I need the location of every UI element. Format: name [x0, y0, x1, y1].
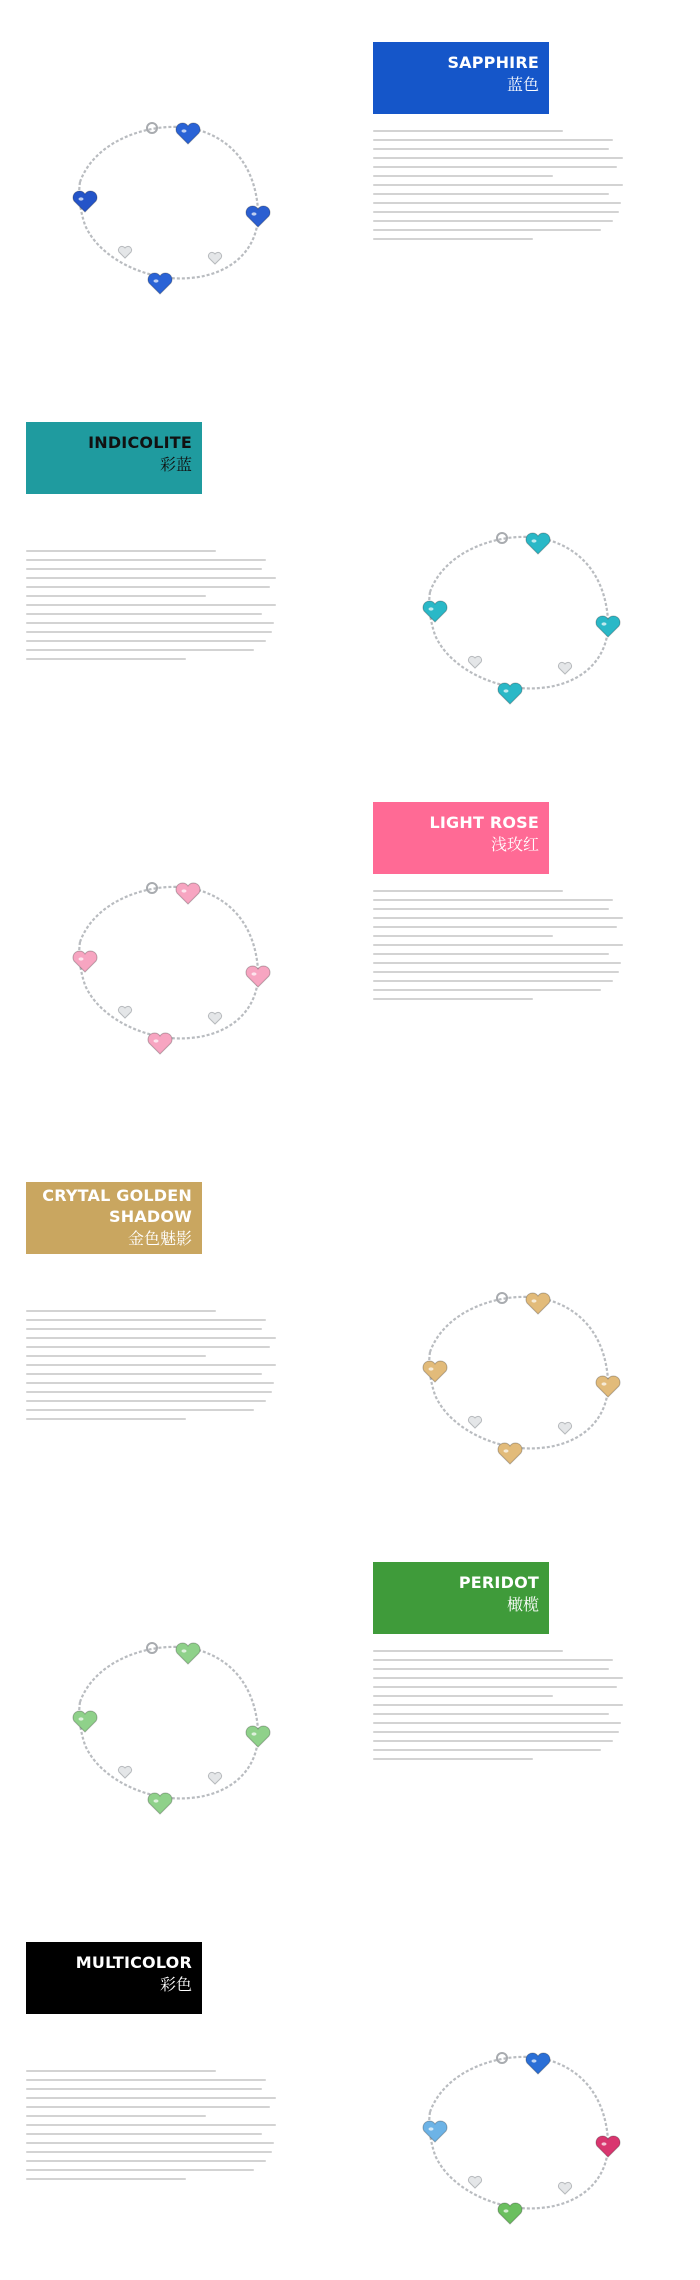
crystal-heart-1: [176, 123, 200, 144]
silver-heart-charm-1: [468, 2176, 481, 2188]
silver-heart-charm-1: [118, 1766, 131, 1778]
variant-name-en: CRYTAL GOLDEN SHADOW: [42, 1186, 192, 1226]
description-text-block: [26, 2070, 281, 2220]
variant-name-cn: 浅玫红: [490, 835, 539, 854]
silver-heart-charm-2: [208, 1012, 221, 1024]
bracelet-image: [40, 100, 280, 310]
bracelet-image: [390, 510, 630, 720]
description-text-block: [26, 1310, 281, 1460]
variant-label: [373, 42, 549, 114]
crystal-heart-2: [73, 191, 97, 212]
bracelet-photo: [390, 1270, 630, 1480]
variant-section: [0, 1140, 700, 1520]
crystal-heart-1: [526, 2053, 550, 2074]
crystal-heart-4: [148, 273, 172, 294]
silver-heart-charm-1: [468, 1416, 481, 1428]
crystal-heart-3: [596, 2136, 620, 2157]
silver-heart-charm-1: [118, 246, 131, 258]
variant-name-en: SAPPHIRE: [447, 53, 539, 72]
silver-heart-charm-2: [208, 1772, 221, 1784]
variant-section: [0, 1900, 700, 2280]
silver-heart-charm-2: [208, 252, 221, 264]
variant-name-cn: 金色魅影: [127, 1229, 192, 1248]
variant-section: [0, 0, 700, 380]
bracelet-image: [40, 860, 280, 1070]
variant-label: [373, 802, 549, 874]
crystal-heart-4: [498, 2203, 522, 2224]
bracelet-image: [40, 1620, 280, 1830]
crystal-heart-4: [148, 1793, 172, 1814]
crystal-heart-2: [73, 951, 97, 972]
variant-name-en: INDICOLITE: [88, 433, 192, 452]
crystal-heart-4: [498, 1443, 522, 1464]
crystal-heart-2: [73, 1711, 97, 1732]
variant-name-cn: 橄榄: [506, 1595, 539, 1614]
silver-heart-charm-2: [558, 2182, 571, 2194]
variant-label: [26, 1182, 202, 1254]
variant-name-en: LIGHT ROSE: [429, 813, 539, 832]
bracelet-photo: [40, 1620, 280, 1830]
crystal-heart-1: [176, 883, 200, 904]
description-text-block: [373, 130, 628, 280]
variant-name-cn: 蓝色: [506, 75, 539, 94]
description-text-block: [373, 1650, 628, 1800]
variant-name-en: MULTICOLOR: [75, 1953, 192, 1972]
bracelet-photo: [40, 100, 280, 310]
crystal-heart-4: [498, 683, 522, 704]
description-text-block: [26, 550, 281, 700]
bracelet-image: [390, 2030, 630, 2240]
crystal-heart-3: [596, 616, 620, 637]
bracelet-photo: [390, 510, 630, 720]
variant-label: [26, 1942, 202, 2014]
variant-label: [26, 422, 202, 494]
variant-label: [373, 1562, 549, 1634]
bracelet-image: [390, 1270, 630, 1480]
silver-heart-charm-1: [118, 1006, 131, 1018]
variant-section: [0, 380, 700, 760]
crystal-heart-4: [148, 1033, 172, 1054]
crystal-heart-2: [423, 1361, 447, 1382]
variant-name-en: PERIDOT: [458, 1573, 539, 1592]
silver-heart-charm-1: [468, 656, 481, 668]
crystal-heart-3: [246, 1726, 270, 1747]
crystal-heart-2: [423, 601, 447, 622]
crystal-heart-1: [526, 1293, 550, 1314]
crystal-heart-1: [176, 1643, 200, 1664]
crystal-heart-3: [246, 966, 270, 987]
silver-heart-charm-2: [558, 662, 571, 674]
variant-section: [0, 760, 700, 1140]
crystal-heart-1: [526, 533, 550, 554]
variant-name-cn: 彩色: [159, 1975, 192, 1994]
crystal-heart-3: [246, 206, 270, 227]
bracelet-photo: [40, 860, 280, 1070]
variant-name-cn: 彩蓝: [159, 455, 192, 474]
crystal-heart-2: [423, 2121, 447, 2142]
bracelet-photo: [390, 2030, 630, 2240]
description-text-block: [373, 890, 628, 1040]
crystal-heart-3: [596, 1376, 620, 1397]
silver-heart-charm-2: [558, 1422, 571, 1434]
variant-section: [0, 1520, 700, 1900]
